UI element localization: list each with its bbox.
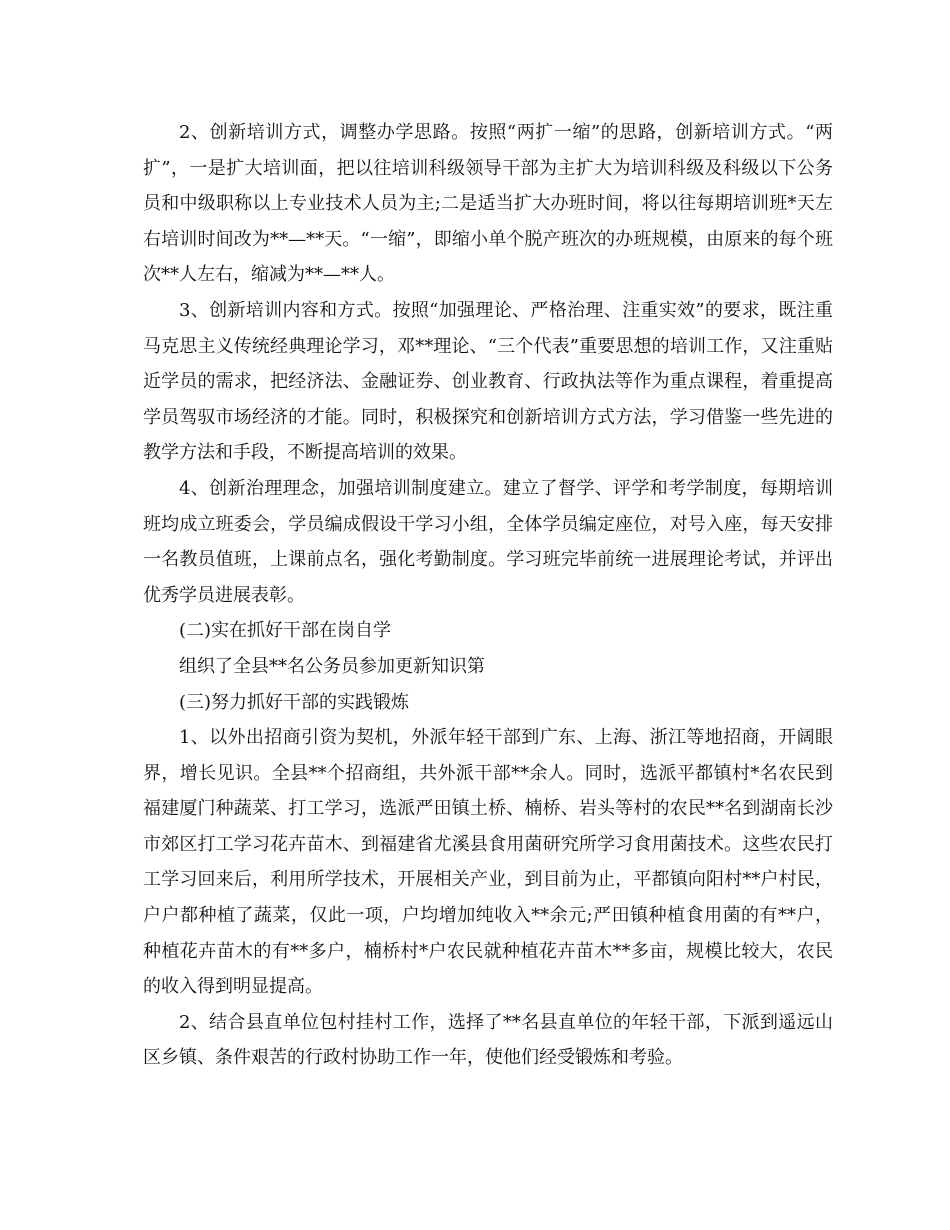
- paragraph-investment-attraction: 1、以外出招商引资为契机，外派年轻干部到广东、上海、浙江等地招商，开阔眼界，增长见识。全县**个招商组，共外派干部**余人。同时，选派平都镇村*名农民到福建厦门种蔬菜、打工学习，选派严田镇土桥、楠桥、岩头等村的农民**名到湖南长沙市郊区打工学习花卉苗木、到福建省尤溪县食用菌研究所学习食用菌技术。这些农民打工学习回来后，利用所学技术，开展相关产业，到目前为止，平都镇向阳村**户村民，户户都种植了蔬菜，仅此一项，户均增加纯收入**余元;严田镇种植食用菌的有**户，种植花卉苗木的有**多户，楠桥村*户农民就种植花卉苗木**多亩，规模比较大，农民的收入得到明显提高。: [143, 727, 833, 998]
- paragraph-management-concept: 4、创新治理理念，加强培训制度建立。建立了督学、评学和考学制度，每期培训班均成立班委会，学员编成假设干学习小组，全体学员编定座位，对号入座，每天安排一名教员值班，上课前点名，强化考勤制度。学习班完毕前统一进展理论考试，并评出优秀学员进展表彰。: [143, 477, 833, 606]
- paragraph-knowledge-update: 组织了全县**名公务员参加更新知识第: [179, 655, 485, 677]
- paragraph-village-assignment: 2、结合县直单位包村挂村工作，选择了**名县直单位的年轻干部，下派到遥远山区乡镇、条件艰苦的行政村协助工作一年，使他们经受锻炼和考验。: [143, 1011, 833, 1069]
- document-body: [143, 115, 833, 1076]
- paragraph-training-content: 3、创新培训内容和方式。按照“加强理论、严格治理、注重实效”的要求，既注重马克思主义传统经典理论学习，邓**理论、“三个代表”重要思想的培训工作，又注重贴近学员的需求，把经济法、金融证券、创业教育、行政执法等作为重点课程，着重提高学员驾驭市场经济的才能。同时，积极探究和创新培训方式方法，学习借鉴一些先进的教学方法和手段，不断提高培训的效果。: [143, 299, 833, 464]
- section-heading-self-study: (二)实在抓好干部在岗自学: [179, 620, 392, 642]
- section-heading-practice: (三)努力抓好干部的实践锻炼: [179, 691, 410, 713]
- paragraph-training-method: 2、创新培训方式，调整办学思路。按照“两扩一缩”的思路，创新培训方式。“两扩”，一是扩大培训面，把以往培训科级领导干部为主扩大为培训科级及科级以下公务员和中级职称以上专业技术人员为主;二是适当扩大办班时间，将以往每期培训班*天左右培训时间改为**—**天。“一缩”，即缩小单个脱产班次的办班规模，由原来的每个班次**人左右，缩减为**—**人。: [143, 122, 833, 286]
